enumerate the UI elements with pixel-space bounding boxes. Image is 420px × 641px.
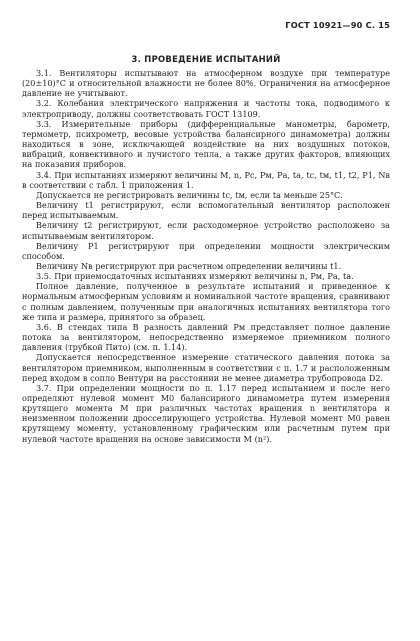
paragraph-3-2: 3.2. Колебания электрического напряжения и частоты тока, подводимого к электроприводу, должны соответствовать ГОСТ 13109. <box>22 98 390 119</box>
paragraph-3-7: 3.7. При определении мощности по п. 1.17 перед испытанием и после него определяют нулевой момент M0 балансирного динамометра путем измерения крутящего момента M при различных частотах вращения n вентилятора и неизменном положении дросселирующего устройства. Нулевой момент M0 равен крутящему моменту, установленному графическим или расчетным путем при нулевой частоте вращения на основе зависимости M (n²). <box>22 382 390 444</box>
paragraph-nv: Величину Nв регистрируют при расчетном определении величины t1. <box>36 260 342 271</box>
paragraph-3-4: 3.4. При испытаниях измеряют величины M, n, Pс, Pм, Pа, tа, tс, tм, t1, t2, P1, Nв в соответствии с табл. 1 приложения 1. <box>22 169 390 190</box>
paragraph-t2: Величину t2 регистрируют, если расходомерное устройство расположено за испытываемым вентилятором. <box>22 220 390 241</box>
paragraph-3-6: 3.6. В стендах типа В разность давлений Pм представляет полное давление потока за вентилятором, непосредственно измеряемое приемником полного давления (трубкой Пито) (см. п. 1.14). <box>22 321 390 353</box>
paragraph-t1: Величину t1 регистрируют, если вспомогательный вентилятор расположен перед испытываемым. <box>22 200 390 221</box>
paragraph-3-1: 3.1. Вентиляторы испытывают на атмосферном воздухе при температуре (20±10)°С и относительной влажности не более 80%. Ограничения на атмосферное давление не учитывают. <box>22 68 390 99</box>
section-title: 3. ПРОВЕДЕНИЕ ИСПЫТАНИЙ <box>131 54 281 64</box>
paragraph-3-6-static: Допускается непосредственное измерение статического давления потока за вентилятором приемником, выполненным в соответствии с п. 1.7 и расположенным перед входом в сопло Вентури на расстоянии не менее диаметра трубопровода D2. <box>22 352 390 383</box>
paragraph-3-3: 3.3. Измерительные приборы (дифференциальные манометры, барометр, термометр, психрометр, весовые устройства балансирного динамометра) должны находиться в зоне, исключающей воздействие на них воздушных потоков, вибраций, конвективного и лучистого тепла, а также других факторов, влияющих на показания приборов. <box>22 118 390 170</box>
page-header: ГОСТ 10921—90 С. 15 <box>285 20 390 30</box>
paragraph-3-5: 3.5. При приемосдаточных испытаниях измеряют величины n, Pм, Pа, tа. <box>36 271 354 282</box>
paragraph-3-5-full-pressure: Полное давление, полученное в результате испытаний и приведенное к нормальным атмосферным условиям и номинальной частоте вращения, сравнивают с полным давлением, полученным при аналогичных испытаниях вентилятора того же типа и размера, принятого за образец. <box>22 281 390 322</box>
paragraph-p1: Величину P1 регистрируют при определении мощности электрическим способом. <box>22 240 390 261</box>
document-body <box>22 68 390 444</box>
paragraph-3-4-note: Допускается не регистрировать величины tс, tм, если tа меньше 25°С. <box>36 189 343 200</box>
